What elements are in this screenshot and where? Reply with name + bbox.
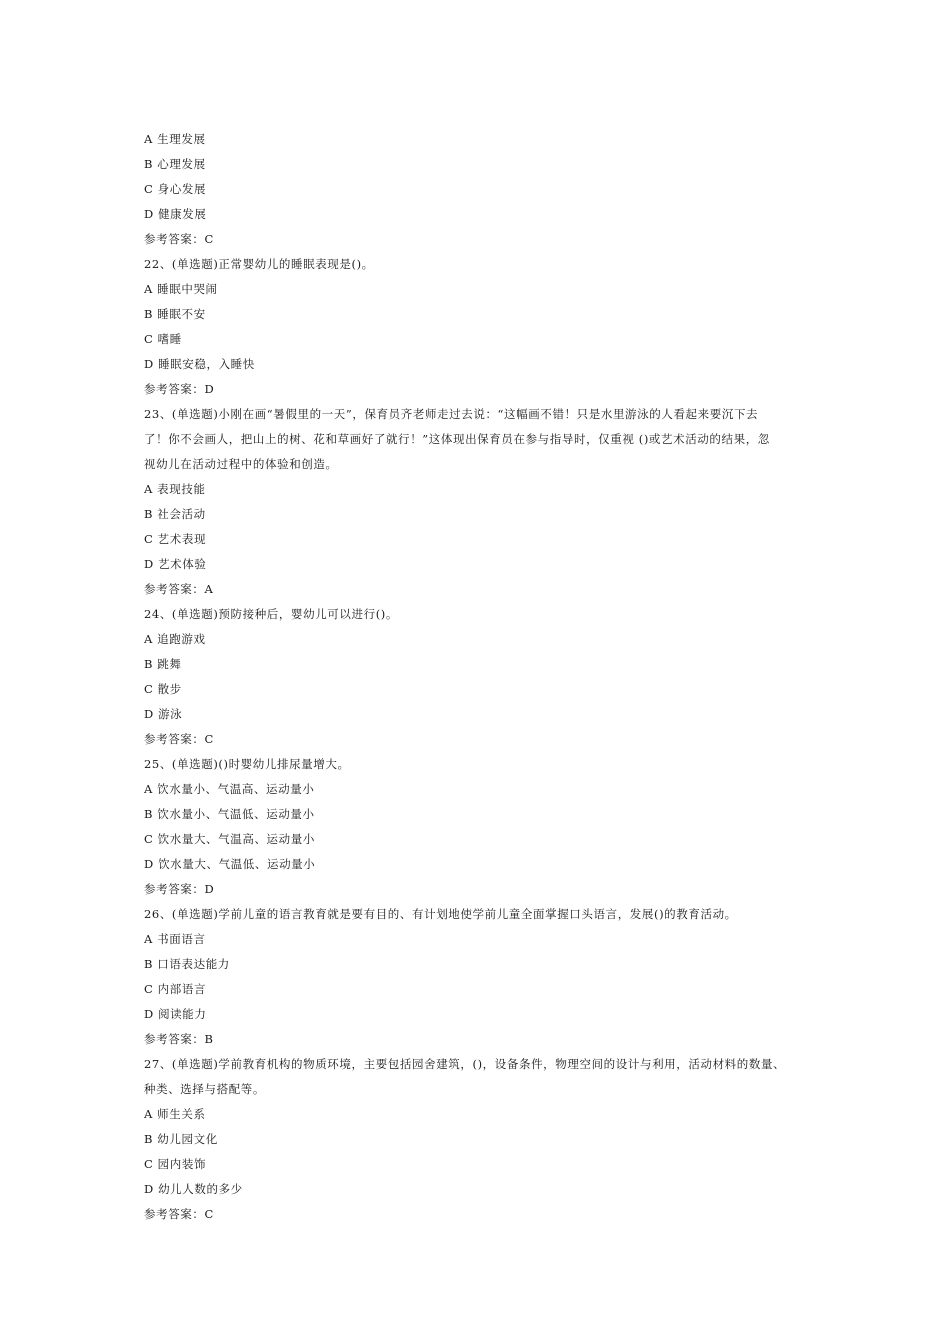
option-c: C 嗜睡 xyxy=(144,332,182,346)
option-a: A 生理发展 xyxy=(144,132,206,146)
option-b: B 饮水量小、气温低、运动量小 xyxy=(144,807,315,821)
question-stem: 22、(单选题)正常婴幼儿的睡眠表现是()。 xyxy=(144,257,374,271)
option-b: B 睡眠不安 xyxy=(144,307,206,321)
question-24 xyxy=(144,602,834,752)
option-d: D 幼儿人数的多少 xyxy=(144,1182,243,1196)
option-c: C 身心发展 xyxy=(144,182,207,196)
option-a: A 表现技能 xyxy=(144,482,206,496)
question-27 xyxy=(144,1052,834,1227)
option-a: A 书面语言 xyxy=(144,932,206,946)
question-26 xyxy=(144,902,834,1052)
answer: 参考答案：B xyxy=(144,1032,214,1046)
question-stem-line-3: 视幼儿在活动过程中的体验和创造。 xyxy=(144,457,338,471)
option-a: A 睡眠中哭闹 xyxy=(144,282,218,296)
option-c: C 散步 xyxy=(144,682,182,696)
option-a: A 追跑游戏 xyxy=(144,632,206,646)
question-stem-line-2: 了！你不会画人，把山上的树、花和草画好了就行！”这体现出保育员在参与指导时，仅重视 ()或艺术活动的结果，忽 xyxy=(144,432,770,446)
option-c: C 内部语言 xyxy=(144,982,207,996)
question-stem: 25、(单选题)()时婴幼儿排尿量增大。 xyxy=(144,757,350,771)
question-stem-line-2: 种类、选择与搭配等。 xyxy=(144,1082,265,1096)
question-23 xyxy=(144,402,834,602)
answer: 参考答案：C xyxy=(144,1207,214,1221)
question-25 xyxy=(144,752,834,902)
option-d: D 艺术体验 xyxy=(144,557,207,571)
question-stem-line-1: 27、(单选题)学前教育机构的物质环境，主要包括园舍建筑，()，设备条件，物理空间的设计与利用，活动材料的数量、 xyxy=(144,1057,786,1071)
option-b: B 社会活动 xyxy=(144,507,206,521)
answer: 参考答案：C xyxy=(144,232,214,246)
option-c: C 饮水量大、气温高、运动量小 xyxy=(144,832,315,846)
option-d: D 饮水量大、气温低、运动量小 xyxy=(144,857,316,871)
answer: 参考答案：A xyxy=(144,582,214,596)
document-page xyxy=(144,127,834,1227)
answer: 参考答案：D xyxy=(144,882,215,896)
answer: 参考答案：C xyxy=(144,732,214,746)
option-a: A 师生关系 xyxy=(144,1107,206,1121)
option-d: D 游泳 xyxy=(144,707,183,721)
option-b: B 跳舞 xyxy=(144,657,182,671)
option-b: B 幼儿园文化 xyxy=(144,1132,218,1146)
question-21-tail xyxy=(144,127,834,252)
question-stem: 26、(单选题)学前儿童的语言教育就是要有目的、有计划地使学前儿童全面掌握口头语言，发展()的教育活动。 xyxy=(144,907,737,921)
option-c: C 艺术表现 xyxy=(144,532,207,546)
option-d: D 阅读能力 xyxy=(144,1007,207,1021)
answer: 参考答案：D xyxy=(144,382,215,396)
option-d: D 健康发展 xyxy=(144,207,207,221)
option-d: D 睡眠安稳，入睡快 xyxy=(144,357,255,371)
question-22 xyxy=(144,252,834,402)
question-stem-line-1: 23、(单选题)小刚在画“暑假里的一天”，保育员齐老师走过去说：“这幅画不错！只是水里游泳的人看起来要沉下去 xyxy=(144,407,759,421)
option-b: B 口语表达能力 xyxy=(144,957,230,971)
option-a: A 饮水量小、气温高、运动量小 xyxy=(144,782,315,796)
question-stem: 24、(单选题)预防接种后，婴幼儿可以进行()。 xyxy=(144,607,398,621)
option-c: C 园内装饰 xyxy=(144,1157,207,1171)
option-b: B 心理发展 xyxy=(144,157,206,171)
